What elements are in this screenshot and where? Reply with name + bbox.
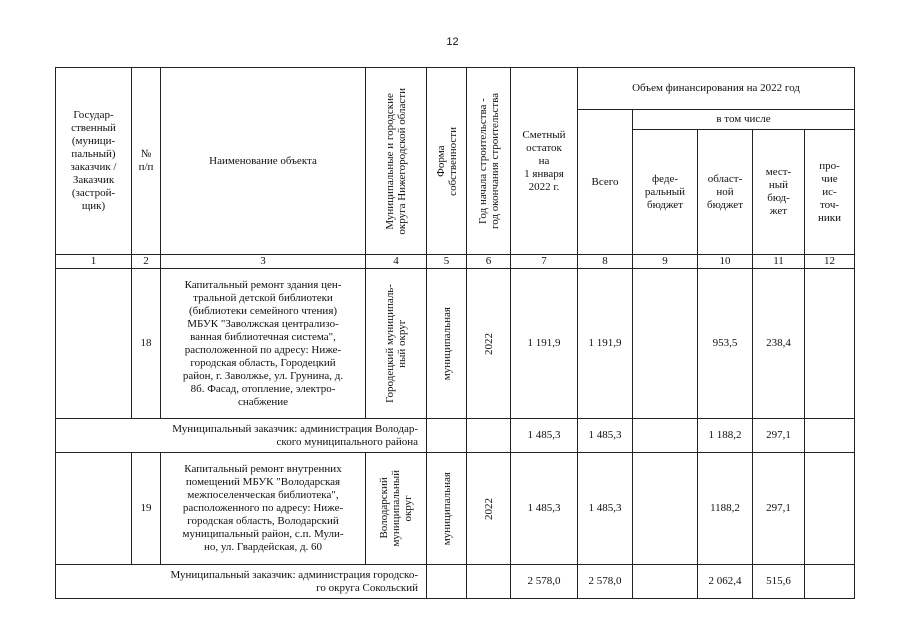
cell-regional: 1188,2	[698, 453, 753, 565]
cell-object-name: Капитальный ремонт здания цен- тральной детской библиотеки (библиотеки семейного чтения) МБУК "Заволжская централизо- ванная библиотечная система", расположенной по адресу: Ниже- городская область, Городецкий район, г. Заволжье, ул. Грунина, д. 8б. Фасад, отопление, электро- снабжение	[161, 269, 366, 419]
col-number: 3	[161, 255, 366, 269]
cell-regional: 953,5	[698, 269, 753, 419]
table-row	[56, 269, 855, 419]
col-number: 11	[753, 255, 805, 269]
col-number: 2	[132, 255, 161, 269]
header-customer: Государ- ственный (муници- пальный) заказчик / Заказчик (застрой- щик)	[56, 68, 132, 255]
col-number: 1	[56, 255, 132, 269]
cell-customer-label: Муниципальный заказчик: администрация Володар- ского муниципального района	[56, 419, 427, 453]
col-number: 12	[805, 255, 855, 269]
page-number: 12	[446, 36, 459, 48]
header-row	[56, 68, 855, 110]
cell-municipality-text: Володарский муниципальный округ	[378, 470, 414, 547]
cell-num: 18	[132, 269, 161, 419]
header-municipality	[366, 68, 427, 255]
cell-ownership-text: муниципальная	[440, 471, 453, 546]
cell-ownership-text: муниципальная	[440, 306, 453, 381]
cell-estimate: 1 485,3	[511, 419, 578, 453]
cell-ownership	[427, 453, 467, 565]
cell-ownership	[427, 419, 467, 453]
cell-estimate: 1 191,9	[511, 269, 578, 419]
cell-federal	[633, 565, 698, 599]
customer-row	[56, 419, 855, 453]
cell-total: 2 578,0	[578, 565, 633, 599]
header-municipality-text: Муниципальные и городские округа Нижегородской области	[384, 87, 408, 235]
cell-local: 515,6	[753, 565, 805, 599]
cell-years	[467, 419, 511, 453]
cell-federal	[633, 419, 698, 453]
header-local: мест- ный бюд- жет	[753, 130, 805, 255]
col-number: 5	[427, 255, 467, 269]
cell-years-text: 2022	[482, 332, 495, 355]
header-object-name: Наименование объекта	[161, 68, 366, 255]
cell-years-text: 2022	[482, 497, 495, 520]
header-ownership-text: Форма собственности	[434, 126, 459, 196]
cell-other	[805, 453, 855, 565]
cell-years	[467, 269, 511, 419]
col-number: 6	[467, 255, 511, 269]
col-number: 9	[633, 255, 698, 269]
cell-local: 297,1	[753, 453, 805, 565]
cell-years	[467, 565, 511, 599]
col-number: 7	[511, 255, 578, 269]
funding-table	[55, 67, 855, 599]
cell-estimate: 2 578,0	[511, 565, 578, 599]
cell-other	[805, 565, 855, 599]
cell-municipality	[366, 269, 427, 419]
col-number: 8	[578, 255, 633, 269]
cell-num: 19	[132, 453, 161, 565]
cell-object-name: Капитальный ремонт внутренних помещений МБУК "Володарская межпоселенческая библиотека", расположенного по адресу: Ниже- городская область, Володарский муниципальный район, с.п. Мули- но, ул. Гвардейская, д. 60	[161, 453, 366, 565]
cell-total: 1 485,3	[578, 453, 633, 565]
header-federal: феде- ральный бюджет	[633, 130, 698, 255]
cell-customer	[56, 269, 132, 419]
cell-municipality	[366, 453, 427, 565]
cell-other	[805, 419, 855, 453]
col-number: 4	[366, 255, 427, 269]
header-years	[467, 68, 511, 255]
table-row	[56, 453, 855, 565]
cell-years	[467, 453, 511, 565]
cell-customer	[56, 453, 132, 565]
header-years-text: Год начала строительства - год окончания строительства	[476, 93, 501, 229]
header-total: Всего	[578, 110, 633, 255]
cell-estimate: 1 485,3	[511, 453, 578, 565]
customer-row	[56, 565, 855, 599]
header-regional: област- ной бюджет	[698, 130, 753, 255]
cell-regional: 1 188,2	[698, 419, 753, 453]
cell-customer-label: Муниципальный заказчик: администрация городско- го округа Сокольский	[56, 565, 427, 599]
header-other: про- чие ис- точ- ники	[805, 130, 855, 255]
cell-federal	[633, 453, 698, 565]
header-num: № п/п	[132, 68, 161, 255]
cell-other	[805, 269, 855, 419]
col-number: 10	[698, 255, 753, 269]
header-funding-title: Объем финансирования на 2022 год	[578, 68, 855, 110]
header-estimate: Сметный остаток на 1 января 2022 г.	[511, 68, 578, 255]
cell-regional: 2 062,4	[698, 565, 753, 599]
cell-ownership	[427, 269, 467, 419]
column-numbers-row	[56, 255, 855, 269]
cell-local: 297,1	[753, 419, 805, 453]
cell-total: 1 191,9	[578, 269, 633, 419]
cell-total: 1 485,3	[578, 419, 633, 453]
cell-municipality-text: Городецкий муниципаль- ный округ	[384, 284, 408, 403]
cell-local: 238,4	[753, 269, 805, 419]
cell-ownership	[427, 565, 467, 599]
cell-federal	[633, 269, 698, 419]
header-ownership	[427, 68, 467, 255]
header-including: в том числе	[633, 110, 855, 130]
